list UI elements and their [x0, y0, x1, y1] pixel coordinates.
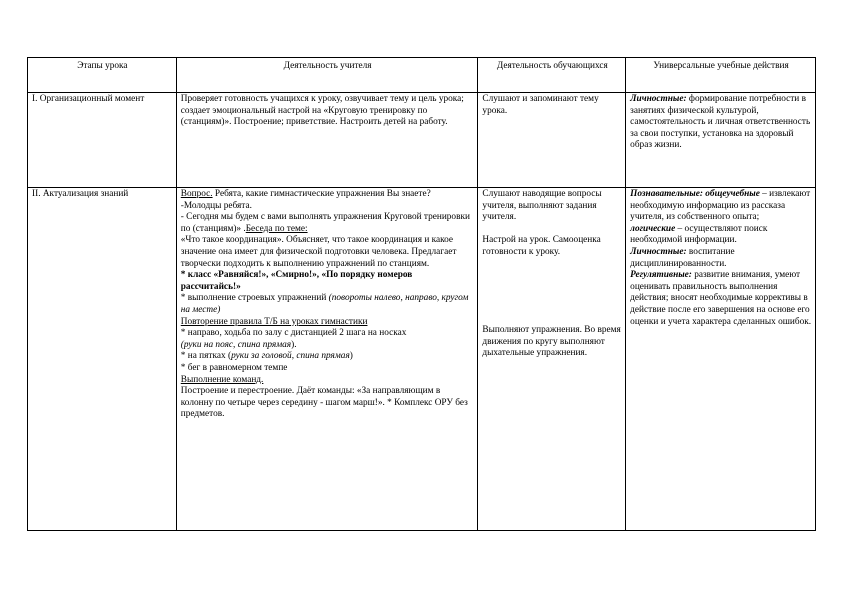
teacher-line: * направо, ходьба по залу с дистанцией 2 шага на носках: [180, 328, 407, 339]
table-row: [28, 188, 816, 531]
conversation-label: Беседа по теме:: [245, 223, 308, 234]
teacher-line-italic: (повороты налево, направо, кругом на месте): [180, 293, 469, 315]
uud-text: развитие внимания, умеют оценивать правильность выполнения действия; вносят необходимые коррективы в действие после его завершения на основе его оценки и учета характера сделанных ошибок.: [630, 270, 812, 327]
teacher-line-text: - Сегодня мы будем с вами выполнять упражнения Круговой тренировки по (станциям)» .: [180, 212, 470, 234]
student-paragraph: Настрой на урок. Самооценка готовности к уроку.: [482, 235, 601, 257]
teacher-line-text: ).: [291, 339, 297, 350]
uud-logical: [630, 224, 812, 247]
uud-label: Личностные:: [630, 246, 687, 257]
teacher-line-text: ): [349, 351, 353, 362]
student-paragraph: Выполняют упражнения. Во время движения по кругу выполняют дыхательные упражнения.: [482, 325, 621, 359]
question-line: [181, 189, 475, 201]
header-stages: Этапы урока: [28, 58, 177, 93]
teacher-activity-cell: Проверяет готовность учащихся к уроку, озвучивает тему и цель урока; создает эмоциональный настрой на «Круговую тренировку по (станциям)». Построение; приветствие. Настроить детей на работу.: [176, 93, 478, 188]
teacher-line-text: * на пятках (: [180, 351, 232, 362]
teacher-line: -Молодцы ребята.: [180, 200, 252, 211]
question-text: Ребята, какие гимнастические упражнения Вы знаете?: [212, 189, 431, 199]
teacher-line: «Что такое координация». Объясняет, что такое координация и какое значение она имеет для физической подготовки человека. Предлагает творчески подходить к выполнению упражнений по станциям.: [180, 235, 457, 269]
table-row: [28, 93, 816, 188]
uud-label: Познавательные: общеучебные: [630, 189, 760, 199]
teacher-line-italic: руки за головой, спина прямая: [231, 351, 350, 362]
uud-text: – извлекают необходимую информацию из рассказа учителя, из собственного опыта;: [630, 189, 811, 223]
student-activity-cell: [478, 188, 626, 531]
uud-text: формирование потребности в занятиях физической культурой, самостоятельность и личная ответственность за свои поступки, установка на здоровый образ жизни.: [630, 94, 811, 151]
header-teacher-activity: Деятельность учителя: [176, 58, 478, 93]
teacher-line: * бег в равномерном темпе: [180, 362, 288, 373]
teacher-activity-cell: [176, 188, 478, 531]
uud-cognitive: [630, 189, 812, 224]
commands-line: * класс «Равняйся!», «Смирно!», «По порядку номеров рассчитайсь!»: [180, 270, 413, 292]
teacher-line: [181, 212, 475, 235]
uud-text: воспитание дисциплинированности.: [630, 246, 735, 269]
uud-personal: [630, 247, 812, 270]
question-label: Вопрос.: [180, 189, 213, 199]
spacer: [482, 314, 622, 326]
uud-text: – осуществляют поиск необходимой информации.: [630, 223, 768, 246]
uud-label: Регулятивные:: [630, 270, 692, 281]
teacher-line: Построение и перестроение. Даёт команды: «За направляющим в колонну по четыре через середину - шагом марш!». * Комплекс ОРУ без предметов.: [180, 386, 468, 420]
student-activity-cell: Слушают и запоминают тему урока.: [478, 93, 626, 188]
teacher-line: [181, 293, 475, 316]
teacher-line-italic: (руки на пояс, спина прямая: [180, 339, 292, 350]
header-student-activity: Деятельность обучающихся: [478, 58, 626, 93]
uud-label: Личностные:: [630, 94, 687, 104]
teacher-line: [181, 340, 475, 352]
stage-cell: II. Актуализация знаний: [28, 188, 177, 531]
commands-heading: Выполнение команд.: [180, 374, 264, 385]
spacer: [482, 259, 622, 314]
student-paragraph: Слушают наводящие вопросы учителя, выполняют задания учителя.: [482, 189, 602, 223]
stage-cell: I. Организационный момент: [28, 93, 177, 188]
safety-rules-line: Повторение правила Т/Б на уроках гимнастики: [180, 316, 368, 327]
spacer: [482, 224, 622, 236]
table-header-row: [28, 58, 816, 93]
teacher-line: [181, 351, 475, 363]
teacher-line-text: * выполнение строевых упражнений: [180, 293, 329, 304]
learning-actions-cell: [626, 188, 816, 531]
uud-label: логические: [630, 223, 676, 234]
lesson-plan-table: [27, 57, 816, 531]
uud-regulatory: [630, 270, 812, 328]
learning-actions-cell: [626, 93, 816, 188]
header-learning-actions: Универсальные учебные действия: [626, 58, 816, 93]
